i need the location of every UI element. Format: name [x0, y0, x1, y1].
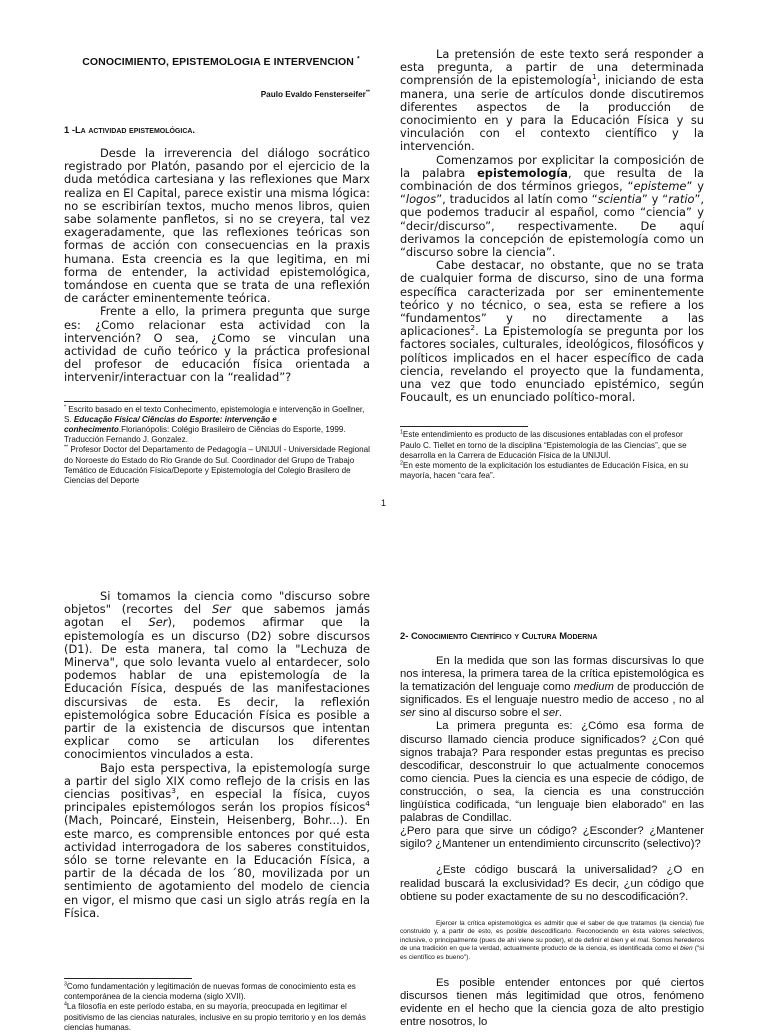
footnote: $^3$Como fundamentación y legitimación de nuevas formas de conocimiento esta es contemporánea de la ciencia moderna (siglo XVII). — [64, 981, 356, 1002]
author-line — [64, 90, 370, 99]
paragraph: La pretensión de este texto será responder a esta pregunta, a partir de una determinada comprensión de la epistemología$^1$, iniciando de esta manera, una serie de artículos donde discutiremos diferentes aspectos de la producción de conocimiento en y para la Educación Física y su vinculación con el contexto científico y la intervención. — [400, 47, 704, 154]
author-name: Paulo Evaldo Fensterseifer — [260, 90, 366, 99]
paragraph: ¿Pero para que sirve un código? ¿Esconder? ¿Mantener sigilo? ¿Mantener un entendimiento circunscrito (selectivo)? — [400, 825, 704, 851]
paragraph: Es posible entender entonces por qué ciertos discursos tienen más legitimidad que otros, fenómeno evidente en el hecho que la ciencia goza de alto prestigio entre nosotros, lo — [400, 976, 704, 1028]
page2-left-column — [64, 590, 370, 1033]
footnote-divider — [64, 978, 192, 979]
section-2-heading: 2- Conocimiento Científico y Cultura Moderna — [400, 630, 598, 641]
paragraph: Comenzamos por explicitar la composición de la palabra epistemología, que resulta de la combinación de dos términos griegos, “episteme” y “logos”, traducidos al latín como “scientia” y “ratio”, que podemos traducir al español, como “ciencia” y “decir/discurso”, respectivamente. De aquí derivamos la concepción de epistemología como un “discurso sobre la ciencia”. — [400, 152, 704, 260]
article-title — [72, 56, 370, 68]
paragraph: ¿Este código buscará la universalidad? ¿O en realidad buscará la exclusividad? Es decir, ¿un código que obtiene su poder exactamente de su no descodificación?. — [400, 864, 704, 903]
paragraph: En la medida que son las formas discursivas lo que nos interesa, la primera tarea de la crítica epistemológica es la tematización del lenguaje como medium de producción de significados. Es el lenguaje nuestro medio de acceso , no al ser sino al discurso sobre el ser. — [400, 655, 705, 720]
footnote-divider — [64, 401, 192, 402]
page1-right-column — [400, 48, 704, 482]
paragraph: Desde la irreverencia del diálogo socrático registrado por Platón, pasando por el ejercicio de la duda metódica cartesiana y las reflexiones que Marx realiza en El Capital, parece existir una misma lógica: no se escribirían textos, mucho menos libros, quien sabe solamente panfletos, si no se creyera, tal vez exageradamente, que las reflexiones teóricas son formas de acción con consecuencias en la praxis humana. Esta creencia es la que legitima, en mi forma de entender, la actividad epistemológica, tomándose en cuenta que se trata de una reflexión de carácter eminentemente teórica. — [64, 146, 371, 306]
paragraph: Frente a ello, la primera pregunta que surge es: ¿Como relacionar esta actividad con la intervención? O sea, ¿Como se vinculan una actividad de cuño teórico y la práctica profesional del profesor de educación física orientada a intervenir/interactuar con la “realidad”? — [64, 304, 370, 385]
page-number: 1 — [381, 498, 387, 508]
footnote: $^2$En este momento de la explicitación los estudiantes de Educación Física, en su mayoría, hacen “cara fea”. — [400, 460, 689, 481]
footnotes-left-p2 — [64, 978, 370, 1033]
footnote: ** Profesor Doctor del Departamento de Pedagogía – UNIJUÍ - Universidade Regional do Noroeste do Estado do Rio Grande do Sul. Coordinador del Grupo de Trabajo Temático de Educación Física/Deporte y Epistemología del Colegio Brasilero de Ciencias del Deporte — [64, 444, 370, 486]
title-text: CONOCIMIENTO, EPISTEMOLOGIA E INTERVENCION — [82, 56, 354, 68]
author-footnote-mark: ** — [365, 89, 370, 96]
paragraph: Si tomamos la ciencia como "discurso sobre objetos" (recortes del Ser que sabemos jamás agotan el Ser), podemos afirmar que la epistemología es un discurso (D2) sobre discursos (D1). De esta manera, tal como la "Lechuza de Minerva", que solo levanta vuelo al entardecer, solo podemos hablar de una epistemología de la Educación Física, después de las manifestaciones discursivas de esta. Es decir, la reflexión epistemológica sobre Educación Física es posible a partir de la existencia de discursos que intentan explicar como se articulan los diferentes conocimientos vinculados a esta. — [64, 589, 371, 762]
footnotes-right — [400, 426, 704, 481]
title-footnote-mark: * — [357, 55, 360, 63]
page-2 — [0, 560, 768, 1032]
block-quote: Ejercer la crítica epistemológica es admitir que el saber de que tratamos (la ciencia) fue construido y, a partir de esto, es posible descodificarlo. Reconociendo en ésta valores selectivos, inclusive, o principalmente (pues de ahí viene su poder), el de definir el bien y el mal. Somos herederos de una tradición en que la verdad, actualmente producto de la ciencia, es identificada como el bien ("si es científico es bueno"). — [400, 919, 704, 962]
page2-right-column — [400, 630, 704, 1029]
page-gap — [0, 520, 768, 560]
footnotes-left — [64, 401, 370, 487]
paragraph: Bajo esta perspectiva, la epistemología surge a partir del siglo XIX como reflejo de la crisis en las ciencias positivas$^3$, en especial la física, cuyos principales epistemólogos serán los propios físicos$^4$ (Mach, Poincaré, Einstein, Heisenberg, Bohr...). En este marco, es comprensible entonces por qué esta actividad interrogadora de los saberes constituidos, sólo se torne relevante en la Educación Física, a partir de la década de los ´80, movilizada por un sentimiento de agotamiento del modelo de ciencia en vigor, el mismo que casi un siglo atrás regía en la Física. — [64, 760, 370, 920]
page1-left-column — [64, 56, 370, 486]
paragraph: La primera pregunta es: ¿Cómo esa forma de discurso llamado ciencia produce significados? ¿Con qué signos trabaja? Para responder estas preguntas es preciso descodificar, desconstruir lo que actualmente conocemos como ciencia. Pues la ciencia es una especie de código, de construcción, o sea, la ciencia es una construcción lingüística codificada, “un lenguaje bien elaborado” en las palabras de Condillac. — [400, 720, 704, 825]
section-1-heading: 1 -La actividad epistemológica. — [64, 124, 196, 135]
footnote: $^4$La filosofía en este período estaba, en su mayoría, preocupada en legitimar el positivismo de las ciencias naturales, inclusive en su propio territorio y en los demás ciencias humanas. — [64, 1001, 366, 1032]
footnote-divider — [400, 426, 528, 427]
paragraph: Cabe destacar, no obstante, que no se trata de cualquier forma de discurso, sino de una forma específica caracterizada por ser eminentemente teórico y no técnico, o sea, esta se refiere a los “fundamentos” y no directamente a las aplicaciones$^2$. La Epistemología se pregunta por los factores sociales, culturales, ideológicos, filosóficos y políticos implicados en el hacer específico de cada ciencia, revelando el proyecto que la fundamenta, una vez que todo enunciado epistémico, según Foucault, es un enunciado político-moral. — [400, 258, 704, 405]
footnote: * Escrito basado en el texto Conhecimento, epistemologia e intervenção in Goellner, S. Educação Física/ Ciências do Esporte: intervenção e conhecimento.Florianópolis: Colégio Brasileiro de Ciências do Esporte, 1999. Traducción Fernando J. Gonzalez. — [64, 403, 365, 445]
footnote: $^1$Este entendimiento es producto de las discusiones entabladas con el profesor Paulo C. Tiellet en torno de la disciplina “Epistemología de las Ciencias”, que se desarrolla en la Carrera de Educación Física de la UNIJUÍ. — [400, 429, 687, 460]
